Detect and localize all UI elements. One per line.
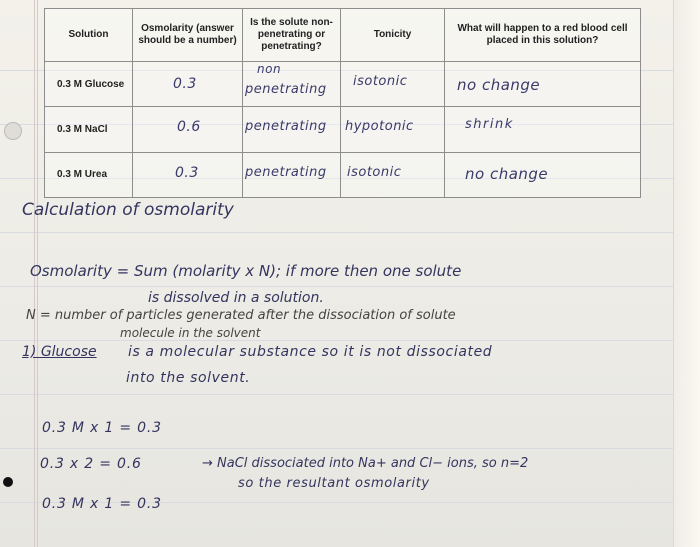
tonicity-value: isotonic	[353, 74, 408, 89]
n-definition: molecule in the solvent	[120, 326, 261, 340]
header-solution: Solution	[45, 9, 133, 62]
table-row	[45, 107, 641, 152]
cell-osmolarity	[133, 152, 243, 197]
osmolarity-table	[44, 8, 641, 198]
glucose-note: is a molecular substance so it is not dissociated	[128, 344, 493, 360]
osmolarity-value: 0.3	[175, 164, 199, 181]
ruled-line	[0, 232, 700, 233]
cell-tonicity	[341, 152, 445, 197]
penetration-prefix: non	[257, 62, 282, 76]
cell-penetration	[243, 152, 341, 197]
cell-penetration	[243, 62, 341, 107]
cell-effect	[445, 152, 641, 197]
cell-solution: 0.3 M Urea	[45, 152, 133, 197]
table-row	[45, 152, 641, 197]
ink-dot	[3, 477, 13, 487]
formula-line: Osmolarity = Sum (molarity x N); if more then one solute	[30, 262, 462, 280]
table-header-row	[45, 9, 641, 62]
header-osmolarity: Osmolarity (answer should be a number)	[133, 9, 243, 62]
effect-value: no change	[457, 76, 541, 94]
cell-effect	[445, 62, 641, 107]
ruled-line	[0, 286, 700, 287]
penetration-value: penetrating	[245, 82, 327, 97]
formula-line: is dissolved in a solution.	[148, 290, 324, 306]
header-tonicity: Tonicity	[341, 9, 445, 62]
cell-effect	[445, 107, 641, 152]
notes-heading: Calculation of osmolarity	[22, 200, 234, 220]
table-row	[45, 62, 641, 107]
page-edge	[673, 0, 700, 547]
penetration-value: penetrating	[245, 164, 327, 180]
ruled-line	[0, 340, 700, 341]
penetration-value: penetrating	[245, 119, 327, 135]
osmolarity-value: 0.3	[173, 76, 197, 92]
ruled-line	[0, 448, 700, 449]
tonicity-value: isotonic	[347, 164, 402, 180]
glucose-note: into the solvent.	[126, 370, 251, 386]
cell-solution: 0.3 M Glucose	[45, 62, 133, 107]
glucose-label: 1) Glucose	[22, 344, 97, 360]
calculation-line: 0.3 M x 1 = 0.3	[42, 420, 162, 436]
cell-osmolarity	[133, 62, 243, 107]
header-penetration: Is the solute non-penetrating or penetrating?	[243, 9, 341, 62]
tonicity-value: hypotonic	[345, 119, 414, 135]
nacl-note: → NaCl dissociated into Na+ and Cl− ions, so n=2	[202, 456, 529, 471]
cell-solution: 0.3 M NaCl	[45, 107, 133, 152]
cell-penetration	[243, 107, 341, 152]
ruled-line	[0, 394, 700, 395]
n-definition: N = number of particles generated after the dissociation of solute	[26, 308, 456, 323]
cell-osmolarity	[133, 107, 243, 152]
cell-tonicity	[341, 62, 445, 107]
cell-tonicity	[341, 107, 445, 152]
effect-value: shrink	[465, 117, 514, 133]
nacl-note: so the resultant osmolarity	[238, 476, 430, 491]
effect-value: no change	[465, 164, 549, 183]
osmolarity-value: 0.6	[177, 119, 201, 136]
header-rbc-effect: What will happen to a red blood cell placed in this solution?	[445, 9, 641, 62]
calculation-line: 0.3 M x 1 = 0.3	[42, 496, 162, 512]
calculation-line: 0.3 x 2 = 0.6	[40, 456, 142, 472]
binder-hole	[4, 122, 22, 140]
